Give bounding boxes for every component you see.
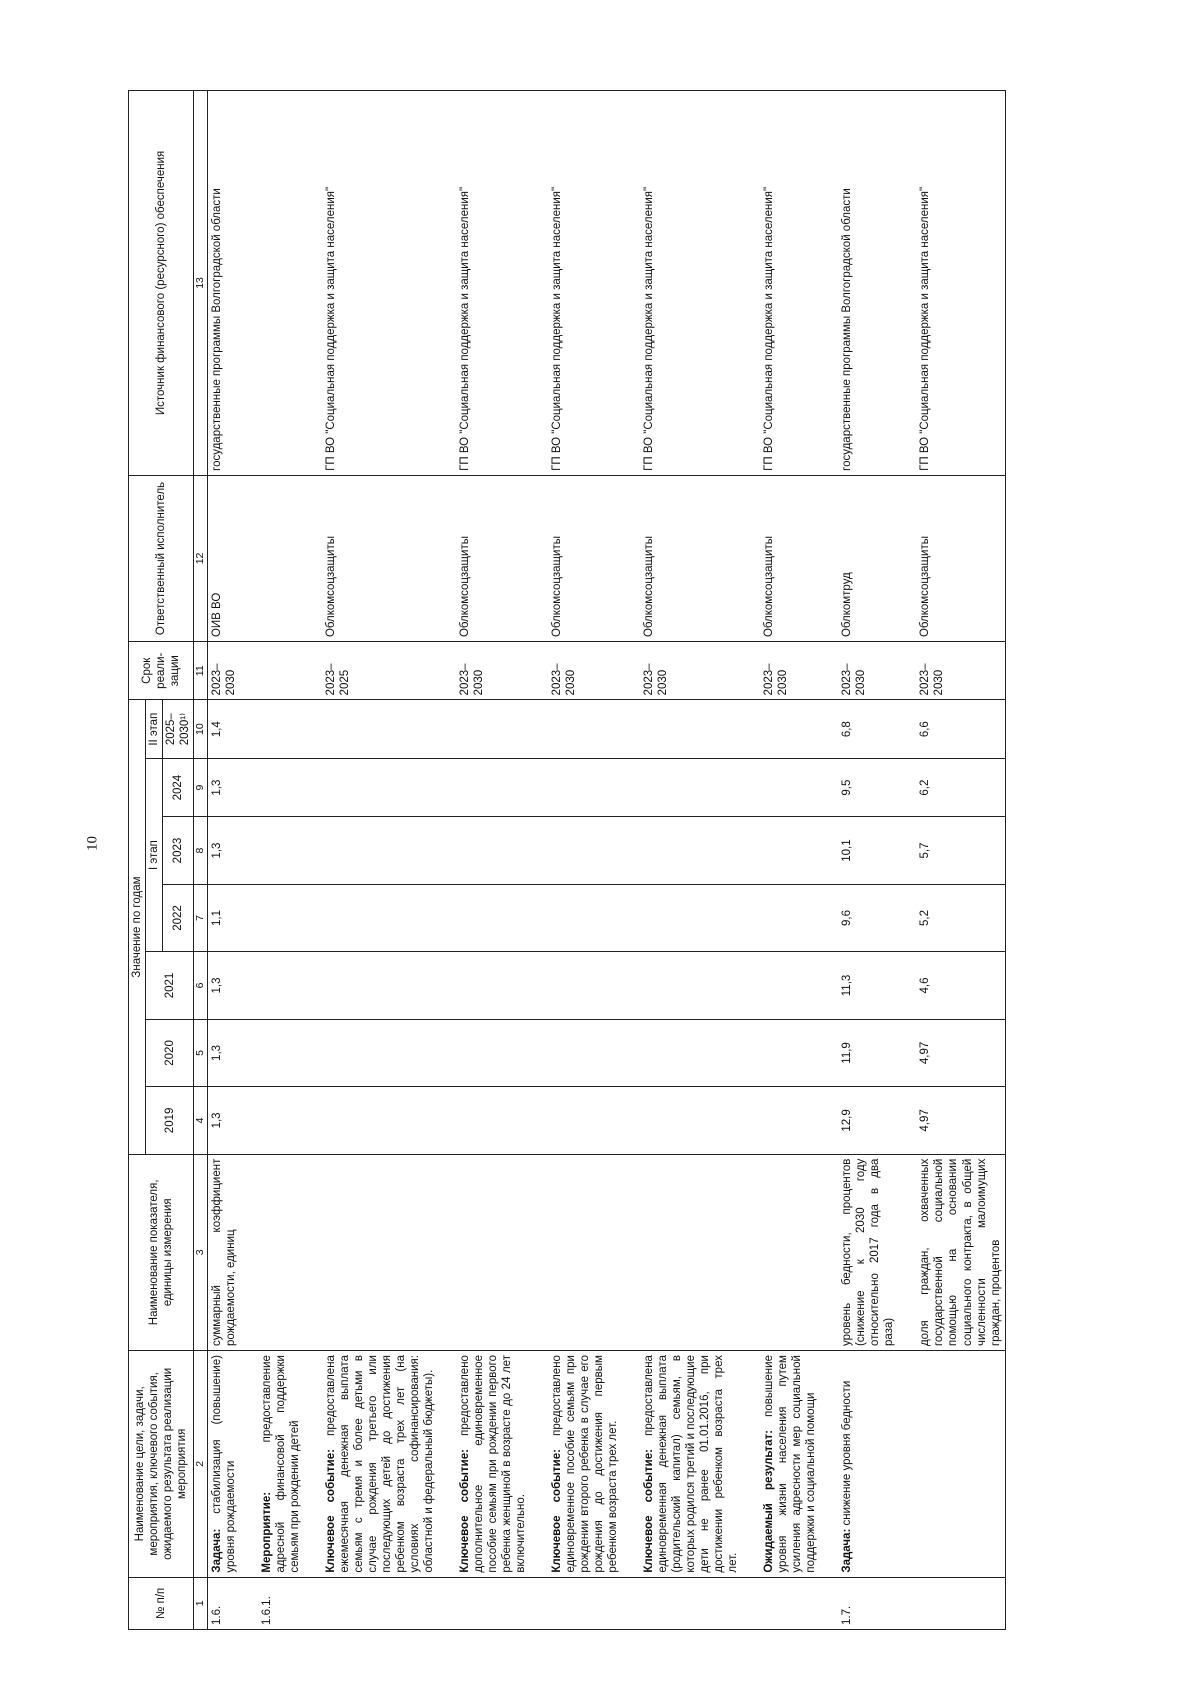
row-num [548, 1577, 622, 1629]
row-spacer [898, 91, 916, 1630]
row-indicator [640, 1154, 742, 1350]
value-2020: 1,3 [207, 1019, 240, 1086]
value-2025-2030: 6,8 [838, 700, 898, 758]
value-2024: 1,3 [207, 758, 240, 816]
row-num: 1.6.1. [258, 1577, 304, 1629]
row-indicator [548, 1154, 622, 1350]
header-num: № п/п [129, 1577, 194, 1629]
header-2023: 2023 [163, 817, 194, 884]
row-source: ГП ВО "Социальная поддержка и защита населения" [322, 91, 438, 476]
row-executor: Облкомтруд [838, 475, 898, 641]
row-term [258, 642, 304, 700]
value-2019: 1,3 [207, 1087, 240, 1154]
header-indicator: Наименование показателя, единицы измерения [129, 1154, 194, 1350]
row-text: стабилизация (повышение) уровня рождаемости [210, 1355, 237, 1573]
value-2025-2030: 1,4 [207, 700, 240, 758]
row-term: 2023–2025 [322, 642, 438, 700]
table-row [760, 91, 820, 1630]
header-values-by-year: Значение по годам [129, 700, 146, 1154]
value-2020: 4,97 [916, 1019, 1005, 1086]
row-name [258, 1351, 304, 1578]
row-executor: Облкомсоцзащиты [640, 475, 742, 641]
program-table [128, 90, 1006, 1630]
row-label: Ожидаемый результат: [763, 1430, 776, 1573]
row-source: ГП ВО "Социальная поддержка и защита населения" [548, 91, 622, 476]
col-number: 1 [194, 1577, 208, 1629]
row-spacer [820, 91, 838, 1630]
row-name [838, 1351, 898, 1578]
row-label: Ключевое событие: [324, 1449, 337, 1573]
col-number: 13 [194, 91, 208, 476]
row-name [548, 1351, 622, 1578]
row-text: повышение уровня жизни населения путем усиления адресности мер социальной поддержки и социальной помощи [763, 1355, 818, 1573]
row-executor: Облкомсоцзащиты [322, 475, 438, 641]
row-name [456, 1351, 530, 1578]
row-text: предоставлено дополнительное единовременное пособие семьям при рождении первого ребенка женщиной в возрасте до 24 лет включительно. [459, 1355, 528, 1573]
value-2020: 11,9 [838, 1019, 898, 1086]
row-spacer [622, 91, 640, 1630]
row-indicator: доля граждан, охваченных государственной социальной помощью на основании социального контракта, в общей численности малоимущих граждан, процентов [916, 1154, 1005, 1350]
row-name [322, 1351, 438, 1578]
table-row [207, 91, 240, 1630]
row-executor: Облкомсоцзащиты [916, 475, 1005, 641]
row-name [640, 1351, 742, 1578]
table-row [916, 91, 1005, 1630]
value-2023: 5,7 [916, 817, 1005, 884]
row-num [640, 1577, 742, 1629]
row-executor: ОИВ ВО [207, 475, 240, 641]
row-executor: Облкомсоцзащиты [760, 475, 820, 641]
col-number: 7 [194, 884, 208, 951]
row-label: Ключевое событие: [551, 1449, 564, 1573]
row-num [322, 1577, 438, 1629]
header-executor: Ответственный исполнитель [129, 475, 194, 641]
row-text: предоставление адресной финансовой поддержки семьям при рождении детей [260, 1355, 301, 1573]
row-term: 2023–2030 [760, 642, 820, 700]
row-indicator: суммарный коэффициент рождаемости, единиц [207, 1154, 240, 1350]
row-term: 2023–2030 [838, 642, 898, 700]
value-2021: 1,3 [207, 952, 240, 1019]
col-number: 6 [194, 952, 208, 1019]
row-term: 2023–2030 [456, 642, 530, 700]
header-2019: 2019 [146, 1087, 194, 1154]
header-2021: 2021 [146, 952, 194, 1019]
header-2022: 2022 [163, 884, 194, 951]
row-term: 2023–2030 [916, 642, 1005, 700]
row-indicator [456, 1154, 530, 1350]
page-number: 10 [84, 836, 101, 851]
row-label: Задача: [210, 1528, 223, 1573]
row-num [456, 1577, 530, 1629]
row-indicator [760, 1154, 820, 1350]
row-text: предоставлена единовременная денежная выплата (родительский капитал) семьям, в которых родился третий и последующие дети не ранее 01.01.2016, при достижении ребенком возраста трех лет. [643, 1355, 740, 1573]
value-2025-2030: 6,6 [916, 700, 1005, 758]
row-num: 1.7. [838, 1577, 898, 1629]
table-row [258, 91, 304, 1630]
row-spacer [742, 91, 760, 1630]
col-number: 8 [194, 817, 208, 884]
row-label: Ключевое событие: [459, 1449, 472, 1573]
row-source: ГП ВО "Социальная поддержка и защита населения" [916, 91, 1005, 476]
header-stage-2: II этап [146, 700, 163, 758]
table-body [207, 91, 1005, 1630]
col-number: 3 [194, 1154, 208, 1350]
header-2024: 2024 [163, 758, 194, 816]
row-indicator [258, 1154, 304, 1350]
header-2025-2030: 2025–2030¹⁾ [163, 700, 194, 758]
col-number: 10 [194, 700, 208, 758]
row-label: Ключевое событие: [643, 1449, 656, 1573]
value-2022: 1,1 [207, 884, 240, 951]
col-number: 2 [194, 1351, 208, 1578]
row-num: 1.6. [207, 1577, 240, 1629]
row-source: государственные программы Волгоградской области [838, 91, 898, 476]
row-executor [258, 475, 304, 641]
row-text: снижение уровня бедности [841, 1380, 854, 1529]
value-2023: 1,3 [207, 817, 240, 884]
row-spacer [438, 91, 456, 1630]
row-text: предоставлено единовременное пособие семьям при рождении второго ребенка в случае его рождения до достижения первым ребенком возраста трех лет. [551, 1355, 620, 1573]
row-text: предоставлена ежемесячная денежная выплата семьям с тремя и более детьми в случае рождения третьего или последующих детей до достижения ребенком возраста трех лет (на условиях софинансирования: областной и федеральный бюджеты). [324, 1355, 436, 1573]
row-source: государственные программы Волгоградской области [207, 91, 240, 476]
table-row [640, 91, 742, 1630]
header-2020: 2020 [146, 1019, 194, 1086]
row-source: ГП ВО "Социальная поддержка и защита населения" [760, 91, 820, 476]
value-2021: 4,6 [916, 952, 1005, 1019]
value-2024: 6,2 [916, 758, 1005, 816]
col-number: 5 [194, 1019, 208, 1086]
row-spacer [304, 91, 322, 1630]
row-name [916, 1351, 1005, 1578]
row-term: 2023–2030 [640, 642, 742, 700]
row-source: ГП ВО "Социальная поддержка и защита населения" [456, 91, 530, 476]
header-term: Срок реали-зации [129, 642, 194, 700]
row-executor: Облкомсоцзащиты [548, 475, 622, 641]
value-2021: 11,3 [838, 952, 898, 1019]
row-indicator [322, 1154, 438, 1350]
row-name [760, 1351, 820, 1578]
row-indicator: уровень бедности, процентов (снижение к 2030 году относительно 2017 года в два раза) [838, 1154, 898, 1350]
row-num [760, 1577, 820, 1629]
header-source: Источник финансового (ресурсного) обеспечения [129, 91, 194, 476]
header-name: Наименование цели, задачи, мероприятия, ключевого события, ожидаемого результата реализации мероприятия [129, 1351, 194, 1578]
value-2019: 12,9 [838, 1087, 898, 1154]
value-2022: 9,6 [838, 884, 898, 951]
row-name [207, 1351, 240, 1578]
value-2019: 4,97 [916, 1087, 1005, 1154]
row-spacer [530, 91, 548, 1630]
table-row [322, 91, 438, 1630]
col-number: 9 [194, 758, 208, 816]
col-number: 12 [194, 475, 208, 641]
col-number: 4 [194, 1087, 208, 1154]
row-term: 2023–2030 [548, 642, 622, 700]
row-spacer [240, 91, 258, 1630]
header-stage-1: I этап [146, 758, 163, 951]
value-2022: 5,2 [916, 884, 1005, 951]
row-executor: Облкомсоцзащиты [456, 475, 530, 641]
col-number: 11 [194, 642, 208, 700]
table-row [838, 91, 898, 1630]
table-row [456, 91, 530, 1630]
column-number-row [194, 91, 208, 1630]
row-label: Задача: [841, 1528, 854, 1573]
row-source [258, 91, 304, 476]
row-source: ГП ВО "Социальная поддержка и защита населения" [640, 91, 742, 476]
value-2024: 9,5 [838, 758, 898, 816]
value-2023: 10,1 [838, 817, 898, 884]
row-label: Мероприятие: [260, 1491, 273, 1573]
table-header [129, 91, 208, 1630]
row-num [916, 1577, 1005, 1629]
row-term: 2023–2030 [207, 642, 240, 700]
table-row [548, 91, 622, 1630]
rotated-table-wrapper [128, 90, 1103, 1630]
